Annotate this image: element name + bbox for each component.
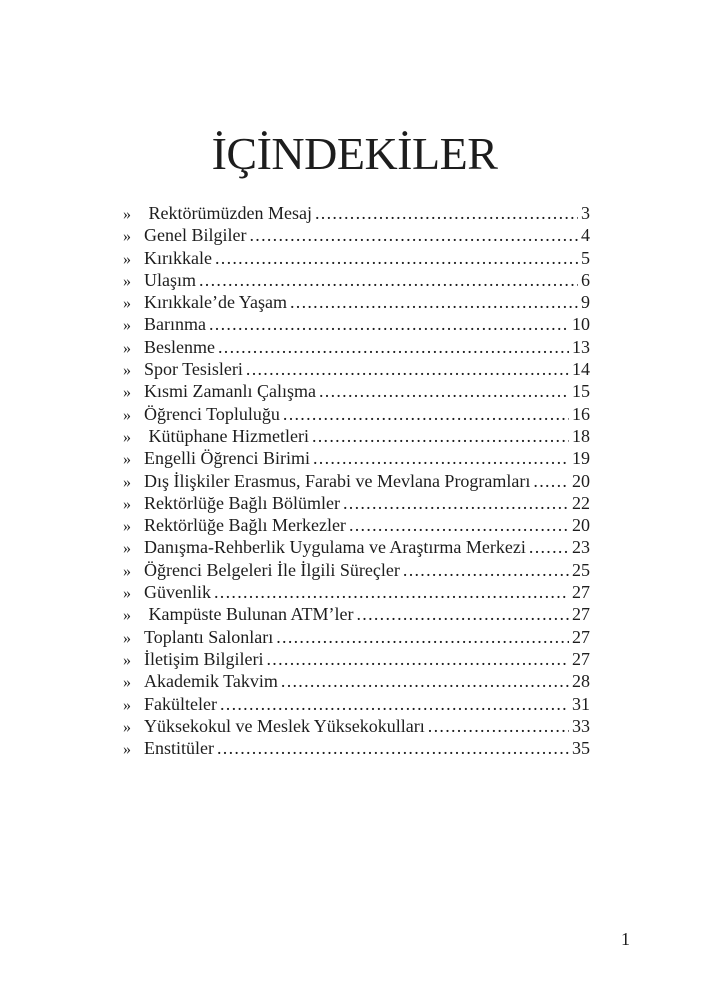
toc-entry-page: 20 bbox=[572, 515, 590, 536]
toc-entry-label: Öğrenci Topluluğu bbox=[144, 403, 280, 424]
leader-dots bbox=[218, 336, 569, 358]
toc-entry bbox=[123, 626, 590, 648]
toc-entry-page: 3 bbox=[581, 203, 590, 223]
leader-dots bbox=[428, 715, 569, 737]
toc-entry-label: Fakülteler bbox=[144, 693, 217, 714]
toc-entry-label: Öğrenci Belgeleri İle İlgili Süreçler bbox=[144, 559, 400, 580]
toc-entry-label: Dış İlişkiler Erasmus, Farabi ve Mevlana Programları bbox=[144, 470, 531, 491]
leader-dots bbox=[356, 603, 569, 625]
toc-entry bbox=[123, 715, 590, 737]
toc-entry-label: Kampüste Bulunan ATM’ler bbox=[144, 604, 354, 625]
chevron-bullet: » bbox=[123, 272, 131, 290]
toc-entry-label: Enstitüler bbox=[144, 738, 214, 759]
toc-entry-page: 9 bbox=[581, 292, 590, 313]
toc-entry bbox=[123, 492, 590, 514]
chevron-bullet: » bbox=[123, 674, 131, 692]
toc-entry bbox=[123, 559, 590, 581]
toc-entry bbox=[123, 693, 590, 715]
leader-dots bbox=[214, 581, 569, 603]
toc-entry bbox=[123, 403, 590, 425]
chevron-bullet: » bbox=[123, 518, 131, 536]
chevron-bullet: » bbox=[123, 228, 131, 246]
toc-entry-page: 27 bbox=[572, 604, 590, 625]
leader-dots bbox=[249, 224, 578, 246]
leader-dots bbox=[267, 648, 570, 670]
toc-entry bbox=[123, 470, 590, 492]
leader-dots bbox=[283, 403, 569, 425]
toc-entry-label: Kırıkkale bbox=[144, 247, 212, 268]
chevron-bullet: » bbox=[123, 428, 131, 446]
chevron-bullet: » bbox=[123, 585, 131, 603]
toc-entry-label: Danışma-Rehberlik Uygulama ve Araştırma Merkezi bbox=[144, 537, 526, 558]
chevron-bullet: » bbox=[123, 473, 131, 491]
leader-dots bbox=[315, 202, 578, 224]
leader-dots bbox=[209, 313, 569, 335]
leader-dots bbox=[215, 247, 578, 269]
toc-entry-page: 27 bbox=[572, 648, 590, 669]
leader-dots bbox=[533, 470, 569, 492]
toc-entry bbox=[123, 447, 590, 469]
toc-entry-page: 19 bbox=[572, 448, 590, 469]
toc-entry-page: 4 bbox=[581, 225, 590, 246]
leader-dots bbox=[529, 536, 569, 558]
toc-entry bbox=[123, 603, 590, 625]
toc-entry-label: Genel Bilgiler bbox=[144, 225, 247, 246]
leader-dots bbox=[313, 447, 569, 469]
chevron-bullet: » bbox=[123, 651, 131, 669]
toc-entry-label: Beslenme bbox=[144, 336, 215, 357]
chevron-bullet: » bbox=[123, 250, 131, 268]
chevron-bullet: » bbox=[123, 206, 131, 223]
chevron-bullet: » bbox=[123, 384, 131, 402]
toc-entry-page: 23 bbox=[572, 537, 590, 558]
toc-entry-label: İletişim Bilgileri bbox=[144, 648, 264, 669]
chevron-bullet: » bbox=[123, 339, 131, 357]
toc-entry-page: 20 bbox=[572, 470, 590, 491]
toc-entry bbox=[123, 648, 590, 670]
toc-entry-page: 16 bbox=[572, 403, 590, 424]
chevron-bullet: » bbox=[123, 629, 131, 647]
toc-entry bbox=[123, 313, 590, 335]
toc-entry bbox=[123, 247, 590, 269]
toc-entry-label: Spor Tesisleri bbox=[144, 359, 243, 380]
chevron-bullet: » bbox=[123, 562, 131, 580]
leader-dots bbox=[217, 737, 569, 759]
toc-entry-label: Kırıkkale’de Yaşam bbox=[144, 292, 287, 313]
chevron-bullet: » bbox=[123, 696, 131, 714]
chevron-bullet: » bbox=[123, 718, 131, 736]
toc-entry-page: 28 bbox=[572, 671, 590, 692]
leader-dots bbox=[319, 380, 569, 402]
toc-entry bbox=[123, 514, 590, 536]
leader-dots bbox=[403, 559, 569, 581]
toc-entry bbox=[123, 291, 590, 313]
toc-entry-page: 27 bbox=[572, 626, 590, 647]
toc-entry bbox=[123, 737, 590, 759]
toc-entry bbox=[123, 269, 590, 291]
toc-entry-label: Rektörlüğe Bağlı Bölümler bbox=[144, 492, 340, 513]
chevron-bullet: » bbox=[123, 406, 131, 424]
toc-entry-page: 31 bbox=[572, 693, 590, 714]
toc-entry-label: Toplantı Salonları bbox=[144, 626, 274, 647]
toc-entry-label: Ulaşım bbox=[144, 269, 196, 290]
chevron-bullet: » bbox=[123, 741, 131, 759]
chevron-bullet: » bbox=[123, 317, 131, 335]
chevron-bullet: » bbox=[123, 362, 131, 380]
toc-entry bbox=[123, 536, 590, 558]
toc-entry bbox=[123, 380, 590, 402]
leader-dots bbox=[199, 269, 578, 291]
chevron-bullet: » bbox=[123, 607, 131, 625]
toc-entry-label: Rektörlüğe Bağlı Merkezler bbox=[144, 515, 346, 536]
toc-entry-page: 33 bbox=[572, 715, 590, 736]
chevron-bullet: » bbox=[123, 451, 131, 469]
toc-entry-page: 15 bbox=[572, 381, 590, 402]
leader-dots bbox=[349, 514, 569, 536]
chevron-bullet: » bbox=[123, 495, 131, 513]
toc-entry-label: Barınma bbox=[144, 314, 206, 335]
page-number: 1 bbox=[621, 929, 630, 949]
toc-entry bbox=[123, 581, 590, 603]
toc-entry-page: 25 bbox=[572, 559, 590, 580]
toc-entry-label: Kısmi Zamanlı Çalışma bbox=[144, 381, 316, 402]
toc-entry bbox=[123, 670, 590, 692]
leader-dots bbox=[343, 492, 569, 514]
toc-entry-page: 6 bbox=[581, 269, 590, 290]
chevron-bullet: » bbox=[123, 540, 131, 558]
toc-entry-page: 18 bbox=[572, 425, 590, 446]
toc-list bbox=[123, 202, 590, 759]
toc-entry bbox=[123, 224, 590, 246]
toc-entry-page: 14 bbox=[572, 359, 590, 380]
toc-entry bbox=[123, 336, 590, 358]
leader-dots bbox=[220, 693, 569, 715]
leader-dots bbox=[290, 291, 578, 313]
toc-entry-label: Güvenlik bbox=[144, 582, 211, 603]
toc-entry-page: 5 bbox=[581, 247, 590, 268]
toc-entry-label: Yüksekokul ve Meslek Yüksekokulları bbox=[144, 715, 425, 736]
toc-entry-page: 13 bbox=[572, 336, 590, 357]
toc-entry-label: Engelli Öğrenci Birimi bbox=[144, 448, 310, 469]
toc-entry bbox=[123, 425, 590, 447]
leader-dots bbox=[246, 358, 569, 380]
toc-entry-label: Kütüphane Hizmetleri bbox=[144, 425, 309, 446]
toc-entry-page: 22 bbox=[572, 492, 590, 513]
chevron-bullet: » bbox=[123, 295, 131, 313]
toc-entry bbox=[123, 358, 590, 380]
toc-entry-page: 35 bbox=[572, 738, 590, 759]
toc-entry-page: 10 bbox=[572, 314, 590, 335]
page-title: İÇİNDEKİLER bbox=[211, 128, 498, 179]
leader-dots bbox=[281, 670, 569, 692]
leader-dots bbox=[276, 626, 569, 648]
toc-entry bbox=[123, 202, 590, 224]
leader-dots bbox=[312, 425, 569, 447]
toc-entry-label: Akademik Takvim bbox=[144, 671, 278, 692]
toc-entry-page: 27 bbox=[572, 582, 590, 603]
toc-entry-label: Rektörümüzden Mesaj bbox=[144, 203, 312, 223]
